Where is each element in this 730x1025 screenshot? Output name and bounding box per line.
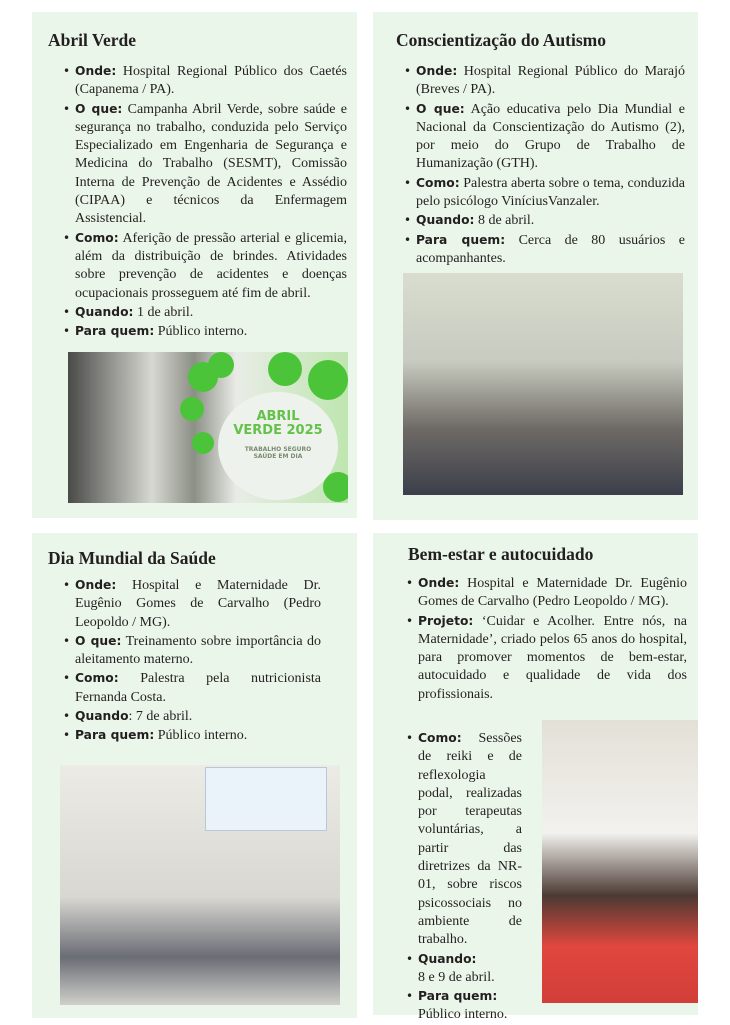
photo-autismo-lecture [403, 273, 683, 495]
section-title: Bem-estar e autocuidado [408, 544, 594, 564]
list-item-onde: • Onde: Hospital Regional Público dos Caetés (Capanema / PA). [61, 62, 347, 100]
list-item-projeto: • Projeto: ‘Cuidar e Acolher. Entre nós, na Maternidade’, criado pelos 65 anos do hospital, para promover momentos de bem-estar, autocuidado e qualidade de vida dos profissionais. [404, 612, 687, 704]
list-item-como: • Como: Palestra pela nutricionista Fernanda Costa. [61, 669, 321, 707]
info-list [61, 62, 347, 341]
list-item-como: • Como: Aferição de pressão arterial e glicemia, além da distribuição de brindes. Atividades sobre prevenção de acidentes e doenças ocupacionais prosseguem até fim de abril. [61, 229, 347, 303]
list-item-como: • Como: Palestra aberta sobre o tema, conduzida pelo psicólogo ViníciusVanzaler. [402, 174, 685, 212]
info-list-narrow [404, 729, 522, 1025]
list-item-o-que: • O que: Treinamento sobre importância do aleitamento materno. [61, 632, 321, 670]
list-item-para-quem: • Para quem: Cerca de 80 usuários e acompanhantes. [402, 231, 685, 269]
section-title: Dia Mundial da Saúde [48, 548, 216, 568]
abril-verde-sign: ABRIL VERDE 2025 TRABALHO SEGURO SAÚDE EM DIA [218, 392, 338, 500]
info-list [404, 574, 687, 704]
section-title: Abril Verde [48, 30, 136, 50]
list-item-quando: • Quando: 8 e 9 de abril. [404, 950, 522, 988]
list-item-onde: • Onde: Hospital e Maternidade Dr. Eugênio Gomes de Carvalho (Pedro Leopoldo / MG). [404, 574, 687, 612]
info-list [402, 62, 685, 268]
list-item-onde: • Onde: Hospital e Maternidade Dr. Eugênio Gomes de Carvalho (Pedro Leopoldo / MG). [61, 576, 321, 632]
list-item-quando: • Quando: 1 de abril. [61, 303, 347, 322]
list-item-para-quem: • Para quem: Público interno. [61, 726, 321, 745]
photo-aleitamento-training [60, 765, 340, 1005]
list-item-quando: • Quando: 7 de abril. [61, 707, 321, 726]
projection-screen [205, 767, 327, 831]
photo-abril-verde-balloons [68, 352, 348, 503]
list-item-onde: • Onde: Hospital Regional Público do Marajó (Breves / PA). [402, 62, 685, 100]
photo-reiki-session [542, 720, 698, 1003]
list-item-o-que: • O que: Campanha Abril Verde, sobre saúde e segurança no trabalho, conduzida pelo Serviço Especializado em Engenharia de Segurança e Medicina do Trabalho (SESMT), Comissão Interna de Prevenção de Acidentes e Assédio (CIPAA) e técnicos da Enfermagem Assistencial. [61, 100, 347, 229]
list-item-para-quem: • Para quem: Público interno. [61, 322, 347, 341]
section-title: Conscientização do Autismo [396, 30, 606, 50]
list-item-como: • Como: Sessões de reiki e de reflexologia podal, realizadas por terapeutas voluntárias, a partir das diretrizes da NR-01, sobre riscos psicossociais no ambiente de trabalho. [404, 729, 522, 950]
list-item-o-que: • O que: Ação educativa pelo Dia Mundial e Nacional da Conscientização do Autismo (2), por meio do Grupo de Trabalho de Humanização (GTH). [402, 100, 685, 174]
list-item-quando: • Quando: 8 de abril. [402, 211, 685, 230]
info-list [61, 576, 321, 746]
list-item-para-quem: • Para quem: Público interno. [404, 987, 522, 1025]
